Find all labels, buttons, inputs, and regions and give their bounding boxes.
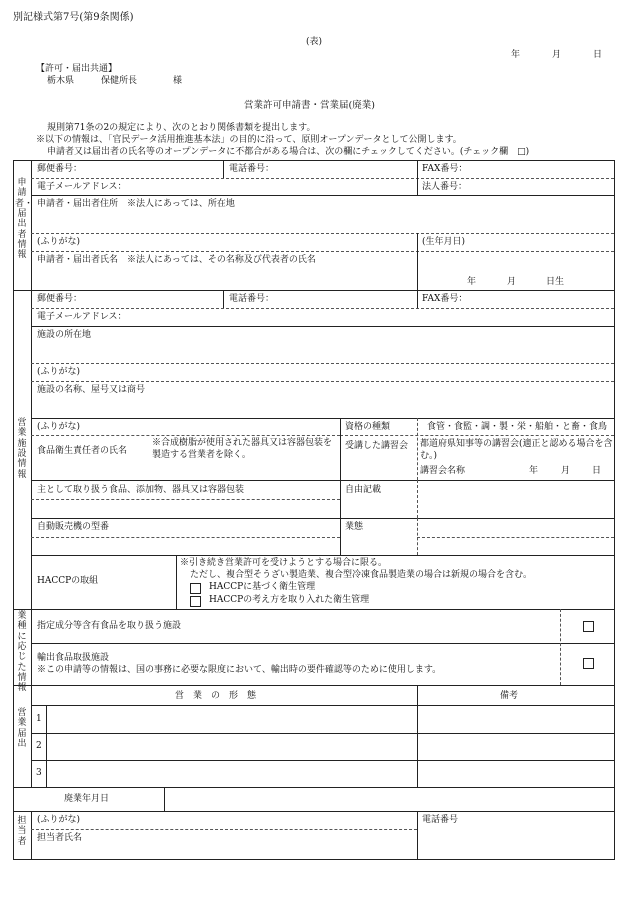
applicant-postal: 郵便番号：	[37, 164, 83, 174]
birth-month: 月	[507, 277, 517, 287]
applicant-corp-no: 法人番号：	[422, 182, 468, 192]
contact-phone: 電話番号	[422, 815, 459, 825]
applicant-section-label: 申請者・届出者情報	[15, 178, 34, 261]
facility-section-label: 営業施設情報	[17, 418, 27, 480]
manager-note: ※合成樹脂が使用された器具又は容器包装を製造する営業者を除く。	[152, 438, 333, 460]
applicant-fax: FAX番号：	[422, 164, 468, 174]
export-checkbox[interactable]	[583, 658, 594, 669]
recipient: 栃木県 保健所長 様	[47, 76, 183, 86]
intro-line-2: ※以下の情報は、「官民データ活用推進基本法」の目的に沿って、原則オープンデータとして公開します。	[36, 135, 462, 145]
course-name: 講習会名称	[420, 466, 466, 476]
facility-furigana: (ふりがな)	[37, 367, 81, 377]
industry-section-label: 業種に応じた情報	[17, 611, 27, 694]
business-type: 業態	[345, 522, 364, 532]
qualification-options: 食管・食監・調・製・栄・船舶・と畜・食鳥	[427, 422, 608, 432]
row-number-1: 1	[36, 714, 42, 724]
course-value: 都道府県知事等の講習会(適正と認める場合を含む。)	[420, 439, 613, 461]
course-year: 年	[529, 466, 539, 476]
facility-fax: FAX番号：	[422, 294, 468, 304]
date-day: 日	[593, 50, 603, 60]
facility-phone: 電話番号：	[229, 294, 275, 304]
haccp-label: HACCPの取組	[37, 576, 99, 586]
date-month: 月	[552, 50, 562, 60]
manager-furigana: (ふりがな)	[37, 422, 81, 432]
closure-date-label: 廃業年月日	[64, 794, 110, 804]
manager-label: 食品衛生責任者の氏名	[37, 446, 128, 456]
haccp-opt-2: HACCPの考え方を取り入れた衛生管理	[209, 595, 370, 605]
applicant-address: 申請者・届出者住所 ※法人にあっては、所在地	[37, 199, 235, 209]
applicant-email: 電子メールアドレス：	[37, 182, 127, 192]
report-section-label: 営業届出	[17, 708, 27, 750]
form-title: 営業許可申請書・営業届(廃業)	[244, 100, 375, 111]
facility-location: 施設の所在地	[37, 330, 92, 340]
applicant-furigana: (ふりがな)	[37, 237, 81, 247]
intro-line-1: 規則第71条の2の規定により、次のとおり関係書類を提出します。	[47, 123, 316, 133]
export-note: ※この申請等の情報は、国の事務に必要な限度において、輸出時の要件確認等のために使用します。	[37, 665, 442, 675]
export-facility: 輸出食品取扱施設	[37, 653, 110, 663]
applicant-birth: (生年月日)	[422, 237, 466, 247]
haccp-note-2: ただし、複合型そうざい製造業、複合型冷凍食品製造業の場合は新規の場合を含む。	[190, 570, 533, 580]
facility-postal: 郵便番号：	[37, 294, 83, 304]
facility-email: 電子メールアドレス：	[37, 312, 127, 322]
haccp-opt-1: HACCPに基づく衛生管理	[209, 582, 316, 592]
row-number-2: 2	[36, 741, 42, 751]
form-number: 別記様式第7号(第9条関係)	[13, 12, 134, 23]
common-label: 【許可・届出共通】	[36, 64, 118, 74]
col-remarks: 備考	[500, 691, 519, 701]
qualification-type: 資格の種類	[345, 422, 391, 432]
main-items: 主として取り扱う食品、添加物、器具又は容器包装	[37, 485, 245, 495]
haccp-opt-2-checkbox[interactable]	[190, 596, 201, 607]
haccp-opt-1-checkbox[interactable]	[190, 583, 201, 594]
applicant-phone: 電話番号：	[229, 164, 275, 174]
row-number-3: 3	[36, 768, 42, 778]
contact-furigana: (ふりがな)	[37, 815, 81, 825]
contact-name: 担当者氏名	[37, 833, 83, 843]
form-side: (表)	[306, 37, 323, 47]
course-day: 日	[592, 466, 602, 476]
birth-day: 日生	[546, 277, 565, 287]
intro-line-3: 申請者又は届出者の氏名等のオープンデータに不都合がある場合は、次の欄にチェックしてください。(チェック欄 □)	[47, 147, 530, 157]
designated-checkbox[interactable]	[583, 621, 594, 632]
haccp-note-1: ※引き続き営業許可を受けようとする場合に限る。	[180, 558, 388, 568]
contact-section-label: 担当者	[17, 816, 27, 847]
facility-name: 施設の名称、屋号又は商号	[37, 385, 146, 395]
col-business-form: 営 業 の 形 態	[175, 691, 257, 701]
birth-year: 年	[467, 277, 477, 287]
designated-facility: 指定成分等含有食品を取り扱う施設	[37, 621, 182, 631]
course-label: 受講した講習会	[345, 441, 409, 451]
vending-model: 自動販売機の型番	[37, 522, 110, 532]
course-month: 月	[561, 466, 571, 476]
free-entry: 自由記載	[345, 485, 382, 495]
date-year: 年	[511, 50, 521, 60]
applicant-name: 申請者・届出者氏名 ※法人にあっては、その名称及び代表者の氏名	[37, 255, 316, 265]
